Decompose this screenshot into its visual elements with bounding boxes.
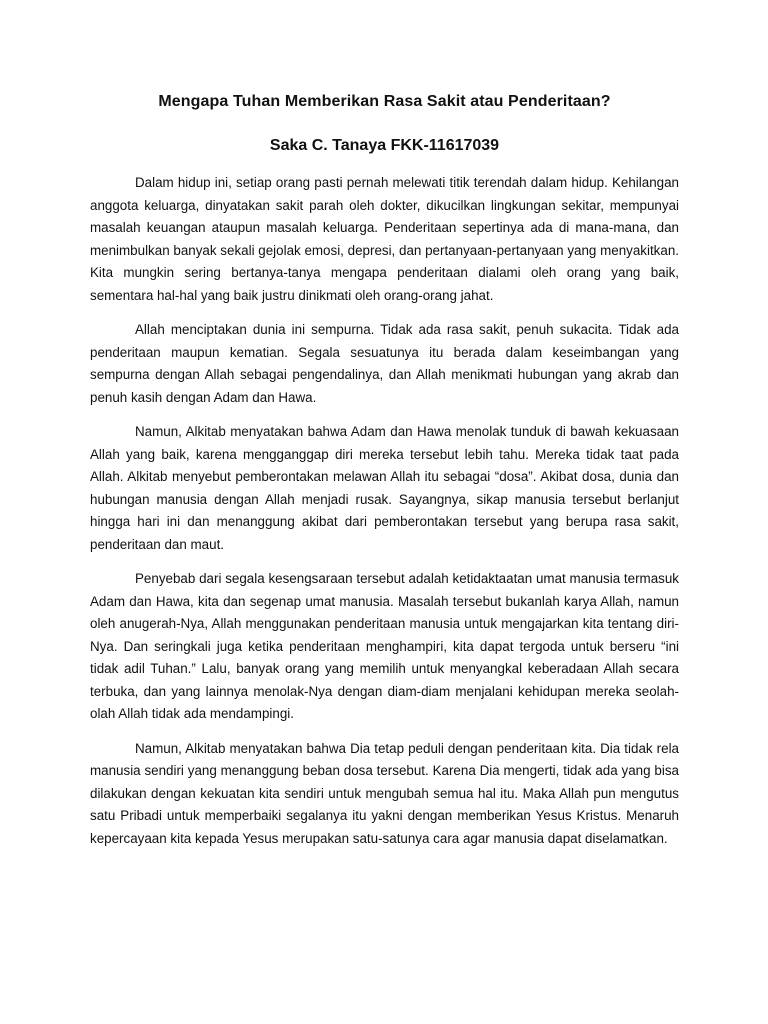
paragraph-1: Dalam hidup ini, setiap orang pasti pernah melewati titik terendah dalam hidup. Kehilangan anggota keluarga, dinyatakan sakit parah oleh dokter, dikucilkan lingkungan sekitar, mempunyai masalah keuangan ataupun masalah keluarga. Penderitaan sepertinya ada di mana-mana, dan menimbulkan banyak sekali gejolak emosi, depresi, dan pertanyaan-pertanyaan yang menyakitkan. Kita mungkin sering bertanya-tanya mengapa penderitaan dialami oleh orang yang baik, sementara hal-hal yang baik justru dinikmati oleh orang-orang jahat.	[90, 175, 679, 303]
paragraph-4: Penyebab dari segala kesengsaraan tersebut adalah ketidaktaatan umat manusia termasuk Adam dan Hawa, kita dan segenap umat manusia. Masalah tersebut bukanlah karya Allah, namun oleh anugerah-Nya, Allah menggunakan penderitaan manusia untuk mengajarkan kita tentang diri-Nya. Dan seringkali juga ketika penderitaan menghampiri, kita dapat tergoda untuk berseru “ini tidak adil Tuhan.” Lalu, banyak orang yang memilih untuk menyangkal keberadaan Allah secara terbuka, dan yang lainnya menolak-Nya dengan diam-diam menjalani kehidupan mereka seolah-olah Allah tidak ada mendampingi.	[90, 571, 679, 721]
paragraph-5: Namun, Alkitab menyatakan bahwa Dia tetap peduli dengan penderitaan kita. Dia tidak rela manusia sendiri yang menanggung beban dosa tersebut. Karena Dia mengerti, tidak ada yang bisa dilakukan dengan kekuatan kita sendiri untuk mengubah semua hal itu. Maka Allah pun mengutus satu Pribadi untuk memperbaiki segalanya itu yakni dengan memberikan Yesus Kristus. Menaruh kepercayaan kita kepada Yesus merupakan satu-satunya cara agar manusia dapat diselamatkan.	[90, 740, 679, 846]
paragraph-2: Allah menciptakan dunia ini sempurna. Tidak ada rasa sakit, penuh sukacita. Tidak ada penderitaan maupun kematian. Segala sesuatunya itu berada dalam keseimbangan yang sempurna dengan Allah sebagai pengendalinya, dan Allah menikmati hubungan yang akrab dan penuh kasih dengan Adam dan Hawa.	[90, 322, 679, 405]
document-author: Saka C. Tanaya FKK-11617039	[269, 137, 500, 154]
document-title: Mengapa Tuhan Memberikan Rasa Sakit atau Penderitaan?	[158, 93, 611, 110]
paragraph-3: Namun, Alkitab menyatakan bahwa Adam dan Hawa menolak tunduk di bawah kekuasaan Allah yang baik, karena mengganggap diri mereka tersebut lebih tahu. Mereka tidak taat pada Allah. Alkitab menyebut pemberontakan melawan Allah itu sebagai “dosa”. Akibat dosa, dunia dan hubungan manusia dengan Allah menjadi rusak. Sayangnya, sikap manusia tersebut berlanjut hingga hari ini dan menanggung akibat dari pemberontakan tersebut yang berupa rasa sakit, penderitaan dan maut.	[90, 424, 679, 552]
